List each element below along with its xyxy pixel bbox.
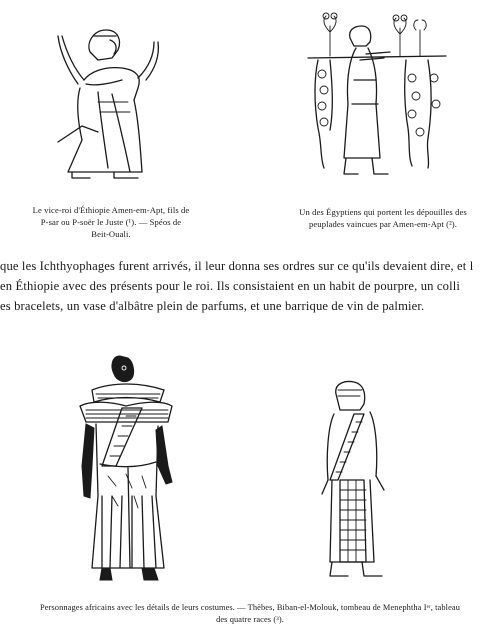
caption-right-line: Un des Égyptiens qui portent les dépouilles des bbox=[299, 207, 467, 217]
caption-right-line: peuplades vaincues par Amen-em-Apt (²). bbox=[309, 219, 457, 229]
body-line: es bracelets, un vase d'albâtre plein de parfums, et une barrique de vin de palmier. bbox=[0, 299, 425, 313]
caption-left-line: P-sar ou P-soër le Juste (¹). — Spéos de bbox=[40, 217, 182, 227]
african-illustration bbox=[72, 346, 182, 586]
egyptian-illustration bbox=[310, 376, 400, 586]
caption-bottom bbox=[0, 602, 500, 626]
body-text bbox=[0, 256, 500, 316]
caption-bottom-line: Personnages africains avec les détails de leurs costumes. — Thèbes, Biban-el-Molouk, tombeau de Menephtha Iᵉʳ, tableau bbox=[39, 603, 461, 612]
caption-left-line: Beit-Ouali. bbox=[91, 229, 131, 239]
caption-right bbox=[266, 206, 500, 230]
body-line: en Éthiopie avec des présents pour le roi. Ils consistaient en un habit de pourpre, un colli bbox=[0, 279, 461, 293]
caption-bottom-line: des quatre races (³). bbox=[216, 615, 284, 624]
viceroy-illustration bbox=[38, 22, 188, 182]
bearer-illustration bbox=[300, 8, 450, 183]
body-line: que les Ichthyophages furent arrivés, il leur donna ses ordres sur ce qu'ils devaient dire, et l bbox=[0, 259, 474, 273]
caption-left-line: Le vice-roi d'Éthiopie Amen-em-Apt, fils de bbox=[32, 205, 190, 215]
caption-left bbox=[0, 204, 222, 240]
